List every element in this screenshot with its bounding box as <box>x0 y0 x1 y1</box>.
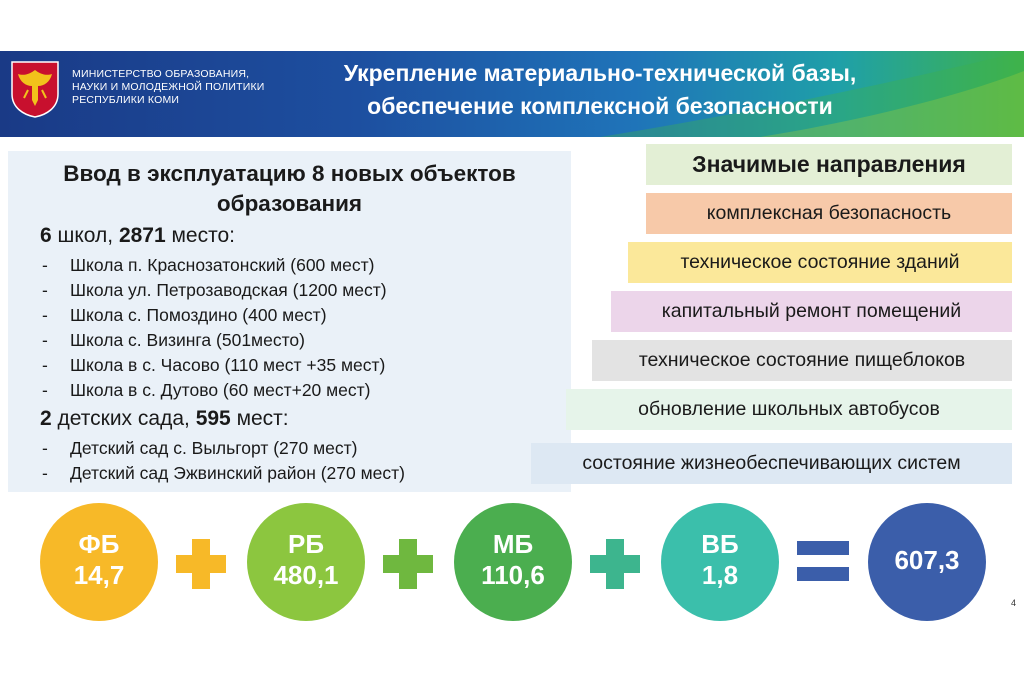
school-item: Школа п. Краснозатонский (600 мест) <box>70 255 375 275</box>
kindergartens-count-word: детских сада, <box>51 407 196 430</box>
ministry-line: РЕСПУБЛИКИ КОМИ <box>72 94 180 106</box>
budget-label: РБ <box>287 529 325 559</box>
kindergartens-count: 2 <box>40 407 52 430</box>
budget-rb-circle <box>247 503 365 621</box>
list-dash: - <box>42 305 48 325</box>
list-dash: - <box>42 438 48 458</box>
direction-canteen-condition: техническое состояние пищеблоков <box>592 340 1012 381</box>
page-number: 4 <box>1011 598 1017 608</box>
slide-header <box>0 51 1024 137</box>
direction-complex-security: комплексная безопасность <box>646 193 1012 234</box>
ministry-line: НАУКИ И МОЛОДЕЖНОЙ ПОЛИТИКИ <box>72 81 265 93</box>
list-dash: - <box>42 280 48 300</box>
directions-heading: Значимые направления <box>646 144 1012 185</box>
slide-title-line: Укрепление материально-технической базы, <box>343 60 857 86</box>
equals-icon <box>797 541 849 581</box>
kindergarten-item: Детский сад с. Выльгорт (270 мест) <box>70 438 358 458</box>
school-item: Школа с. Визинга (501место) <box>70 330 305 350</box>
ministry-line: МИНИСТЕРСТВО ОБРАЗОВАНИЯ, <box>72 68 250 80</box>
kindergartens-group-title <box>40 407 289 431</box>
list-item <box>42 380 371 400</box>
list-item <box>42 438 357 458</box>
budget-label: ВБ <box>701 529 739 559</box>
heading-line: Ввод в эксплуатацию 8 новых объектов <box>63 161 516 186</box>
budget-value: 14,7 <box>73 560 125 590</box>
schools-count: 6 <box>40 224 52 247</box>
plus-icon <box>176 539 226 589</box>
plus-icon <box>383 539 433 589</box>
list-dash: - <box>42 355 48 375</box>
ministry-name <box>72 68 292 107</box>
budget-fb-circle <box>40 503 158 621</box>
direction-building-condition: техническое состояние зданий <box>628 242 1012 283</box>
list-dash: - <box>42 380 48 400</box>
budget-vb-circle <box>661 503 779 621</box>
new-facilities-panel <box>8 151 571 492</box>
list-item <box>42 280 387 300</box>
list-dash: - <box>42 255 48 275</box>
budget-value: 1,8 <box>701 560 739 590</box>
budget-total-value: 607,3 <box>894 545 960 575</box>
school-item: Школа ул. Петрозаводская (1200 мест) <box>70 280 387 300</box>
komi-coat-of-arms-icon <box>10 60 60 118</box>
direction-capital-repair: капитальный ремонт помещений <box>611 291 1012 332</box>
slide-title <box>290 57 910 123</box>
heading-line: образования <box>216 191 363 216</box>
school-item: Школа в с. Дутово (60 мест+20 мест) <box>70 380 371 400</box>
kindergartens-seats-word: мест: <box>230 407 289 430</box>
list-item <box>42 305 327 325</box>
budget-label: МБ <box>492 529 534 559</box>
kindergarten-item: Детский сад Эжвинский район (270 мест) <box>70 463 405 483</box>
budget-value: 480,1 <box>273 560 339 590</box>
kindergartens-seats: 595 <box>195 407 231 430</box>
budget-value: 110,6 <box>481 560 545 590</box>
schools-count-word: школ, <box>51 224 119 247</box>
list-item <box>42 355 385 375</box>
budget-mb-circle <box>454 503 572 621</box>
list-item <box>42 255 375 275</box>
direction-school-buses: обновление школьных автобусов <box>566 389 1012 430</box>
slide-title-line: обеспечение комплексной безопасности <box>367 93 833 119</box>
direction-life-support-systems: состояние жизнеобеспечивающих систем <box>531 443 1012 484</box>
schools-seats-word: место: <box>165 224 236 247</box>
list-dash: - <box>42 463 48 483</box>
list-item <box>42 330 305 350</box>
plus-icon <box>590 539 640 589</box>
budget-label: ФБ <box>78 529 120 559</box>
list-item <box>42 463 405 483</box>
list-dash: - <box>42 330 48 350</box>
schools-seats: 2871 <box>118 224 166 247</box>
new-facilities-heading <box>8 159 571 219</box>
schools-group-title <box>40 224 235 248</box>
school-item: Школа с. Помоздино (400 мест) <box>70 305 327 325</box>
school-item: Школа в с. Часово (110 мест +35 мест) <box>70 355 386 375</box>
budget-total-circle <box>868 503 986 621</box>
